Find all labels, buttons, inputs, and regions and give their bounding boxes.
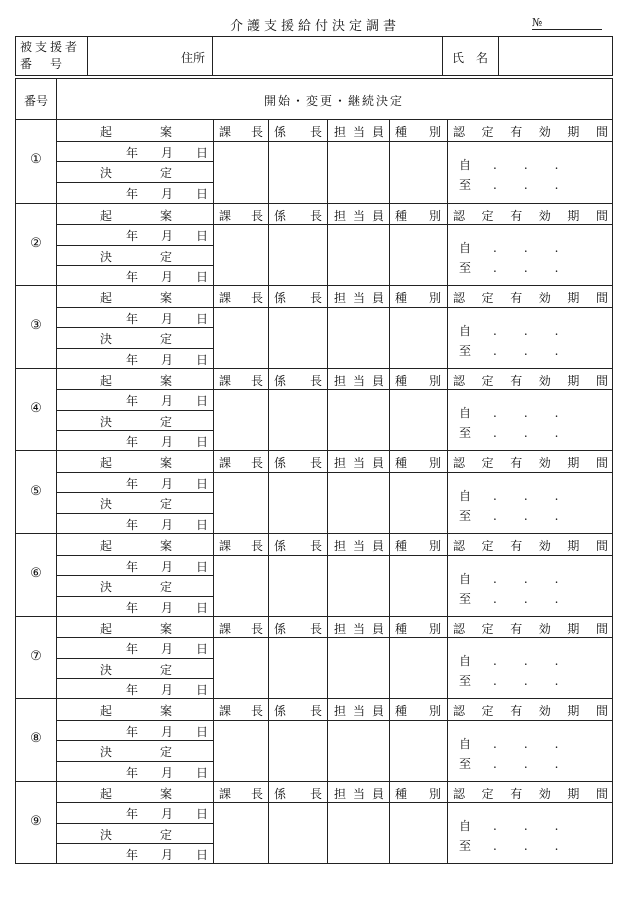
validity-period-header: 認 定 有 効 期 間: [453, 456, 608, 471]
draft-label: 起 案: [100, 621, 172, 636]
decision-label: 決 定: [100, 827, 172, 842]
decision-date[interactable]: 年 月 日: [126, 600, 208, 615]
document-title: 介護支援給付決定調書: [229, 19, 400, 34]
draft-date[interactable]: 年 月 日: [126, 642, 208, 657]
to-label: 至: [459, 839, 472, 854]
section-chief-header: 課 長: [219, 621, 263, 636]
name-label: 氏 名: [451, 51, 488, 65]
decision-date[interactable]: 年 月 日: [126, 517, 208, 532]
type-header: 種 別: [395, 621, 441, 636]
from-label: 自: [459, 736, 472, 751]
table-row: [16, 533, 612, 616]
section-chief-header: 課 長: [219, 125, 263, 139]
row-number: ②: [30, 235, 42, 251]
staff-header: 担 当 員: [334, 208, 384, 223]
staff-header: 担 当 員: [334, 456, 384, 471]
subsection-chief-header: 係 長: [274, 786, 322, 801]
to-label: 至: [459, 343, 472, 358]
subsection-chief-header: 係 長: [274, 125, 322, 139]
table-row: [16, 616, 612, 699]
to-label: 至: [459, 591, 472, 606]
address-label: 住所: [180, 51, 205, 65]
draft-date[interactable]: 年 月 日: [126, 559, 208, 574]
section-chief-header: 課 長: [219, 208, 263, 223]
from-date[interactable]: . . .: [493, 819, 560, 834]
section-chief-header: 課 長: [219, 704, 263, 719]
table-row: [16, 781, 612, 864]
decision-date[interactable]: 年 月 日: [126, 352, 208, 367]
document-number: №: [532, 16, 602, 30]
to-date[interactable]: . . .: [493, 426, 560, 441]
validity-period-header: 認 定 有 効 期 間: [453, 373, 608, 388]
to-date[interactable]: . . .: [493, 674, 560, 689]
type-header: 種 別: [395, 456, 441, 471]
table-row: [16, 203, 612, 286]
type-header: 種 別: [395, 373, 441, 388]
name-field[interactable]: [499, 37, 612, 75]
to-label: 至: [459, 261, 472, 276]
draft-label: 起 案: [100, 456, 172, 471]
type-header: 種 別: [395, 704, 441, 719]
row-number: ⑧: [30, 731, 42, 747]
validity-period-header: 認 定 有 効 期 間: [453, 704, 608, 719]
type-header: 種 別: [395, 786, 441, 801]
to-label: 至: [459, 508, 472, 523]
section-chief-header: 課 長: [219, 456, 263, 471]
to-date[interactable]: . . .: [493, 343, 560, 358]
staff-header: 担 当 員: [334, 704, 384, 719]
row-number: ⑨: [30, 814, 42, 830]
section-chief-header: 課 長: [219, 291, 263, 306]
to-label: 至: [459, 756, 472, 771]
subsection-chief-header: 係 長: [274, 208, 322, 223]
draft-label: 起 案: [100, 373, 172, 388]
decision-date[interactable]: 年 月 日: [126, 270, 208, 285]
decision-date[interactable]: 年 月 日: [126, 683, 208, 698]
to-date[interactable]: . . .: [493, 591, 560, 606]
type-header: 種 別: [395, 539, 441, 553]
staff-header: 担 当 員: [334, 786, 384, 801]
type-header: 種 別: [395, 125, 441, 139]
draft-label: 起 案: [100, 539, 172, 553]
subsection-chief-header: 係 長: [274, 291, 322, 306]
to-label: 至: [459, 426, 472, 441]
draft-date[interactable]: 年 月 日: [126, 476, 208, 491]
from-date[interactable]: . . .: [493, 157, 560, 172]
from-label: 自: [459, 654, 472, 669]
recipient-number-field[interactable]: [88, 37, 174, 75]
decision-label: 決 定: [100, 166, 172, 180]
subsection-chief-header: 係 長: [274, 621, 322, 636]
row-number: ⑦: [30, 648, 42, 664]
from-label: 自: [459, 406, 472, 421]
to-date[interactable]: . . .: [493, 839, 560, 854]
draft-date[interactable]: 年 月 日: [126, 229, 208, 244]
row-number: ⑥: [30, 566, 42, 582]
subsection-chief-header: 係 長: [274, 373, 322, 388]
to-date[interactable]: . . .: [493, 756, 560, 771]
type-header: 種 別: [395, 291, 441, 306]
section-chief-header: 課 長: [219, 786, 263, 801]
decision-type-header: 開始・変更・継続決定: [263, 94, 404, 108]
draft-date[interactable]: 年 月 日: [126, 807, 208, 822]
subsection-chief-header: 係 長: [274, 704, 322, 719]
from-label: 自: [459, 819, 472, 834]
row-number: ⑤: [30, 483, 42, 499]
validity-period-header: 認 定 有 効 期 間: [453, 125, 608, 139]
row-number: ③: [30, 318, 42, 334]
from-label: 自: [459, 241, 472, 256]
number-header: 番号: [23, 94, 48, 108]
to-label: 至: [459, 674, 472, 689]
subsection-chief-header: 係 長: [274, 456, 322, 471]
to-date[interactable]: . . .: [493, 508, 560, 523]
from-date[interactable]: . . .: [493, 488, 560, 503]
decision-table: [15, 78, 613, 864]
to-date[interactable]: . . .: [493, 261, 560, 276]
address-field[interactable]: [213, 37, 442, 75]
decision-label: 決 定: [100, 332, 172, 347]
decision-date[interactable]: 年 月 日: [126, 186, 208, 201]
validity-period-header: 認 定 有 効 期 間: [453, 786, 608, 801]
draft-label: 起 案: [100, 125, 172, 139]
validity-period-header: 認 定 有 効 期 間: [453, 539, 608, 553]
table-row: [16, 450, 612, 533]
decision-label: 決 定: [100, 414, 172, 429]
recipient-label-line2: 番 号: [20, 57, 66, 71]
draft-label: 起 案: [100, 208, 172, 223]
from-label: 自: [459, 157, 472, 172]
from-label: 自: [459, 571, 472, 586]
subsection-chief-header: 係 長: [274, 539, 322, 553]
header-table: [15, 36, 613, 76]
draft-date[interactable]: 年 月 日: [126, 311, 208, 326]
decision-label: 決 定: [100, 662, 172, 677]
table-row: [16, 698, 612, 781]
row-number: ①: [30, 152, 42, 168]
from-date[interactable]: . . .: [493, 654, 560, 669]
table-header: [16, 79, 612, 120]
draft-date[interactable]: 年 月 日: [126, 394, 208, 409]
from-date[interactable]: . . .: [493, 241, 560, 256]
decision-date[interactable]: 年 月 日: [126, 435, 208, 450]
decision-label: 決 定: [100, 580, 172, 594]
draft-date[interactable]: 年 月 日: [126, 724, 208, 739]
section-chief-header: 課 長: [219, 373, 263, 388]
table-row: [16, 368, 612, 451]
table-row: [16, 120, 612, 203]
validity-period-header: 認 定 有 効 期 間: [453, 291, 608, 306]
draft-label: 起 案: [100, 786, 172, 801]
decision-date[interactable]: 年 月 日: [126, 765, 208, 780]
section-chief-header: 課 長: [219, 539, 263, 553]
draft-label: 起 案: [100, 291, 172, 306]
to-label: 至: [459, 177, 472, 192]
decision-label: 決 定: [100, 497, 172, 512]
from-date[interactable]: . . .: [493, 571, 560, 586]
draft-date[interactable]: 年 月 日: [126, 145, 208, 160]
from-date[interactable]: . . .: [493, 736, 560, 751]
from-date[interactable]: . . .: [493, 406, 560, 421]
staff-header: 担 当 員: [334, 539, 384, 553]
staff-header: 担 当 員: [334, 291, 384, 306]
recipient-label: [20, 39, 80, 77]
from-label: 自: [459, 488, 472, 503]
table-row: [16, 285, 612, 368]
type-header: 種 別: [395, 208, 441, 223]
decision-label: 決 定: [100, 249, 172, 264]
recipient-label-line1: 被支援者: [20, 40, 81, 54]
draft-label: 起 案: [100, 704, 172, 719]
staff-header: 担 当 員: [334, 621, 384, 636]
staff-header: 担 当 員: [334, 125, 384, 139]
row-number: ④: [30, 401, 42, 417]
decision-label: 決 定: [100, 745, 172, 760]
decision-date[interactable]: 年 月 日: [126, 848, 208, 863]
from-date[interactable]: . . .: [493, 323, 560, 338]
validity-period-header: 認 定 有 効 期 間: [453, 621, 608, 636]
validity-period-header: 認 定 有 効 期 間: [453, 208, 608, 223]
to-date[interactable]: . . .: [493, 177, 560, 192]
staff-header: 担 当 員: [334, 373, 384, 388]
from-label: 自: [459, 323, 472, 338]
